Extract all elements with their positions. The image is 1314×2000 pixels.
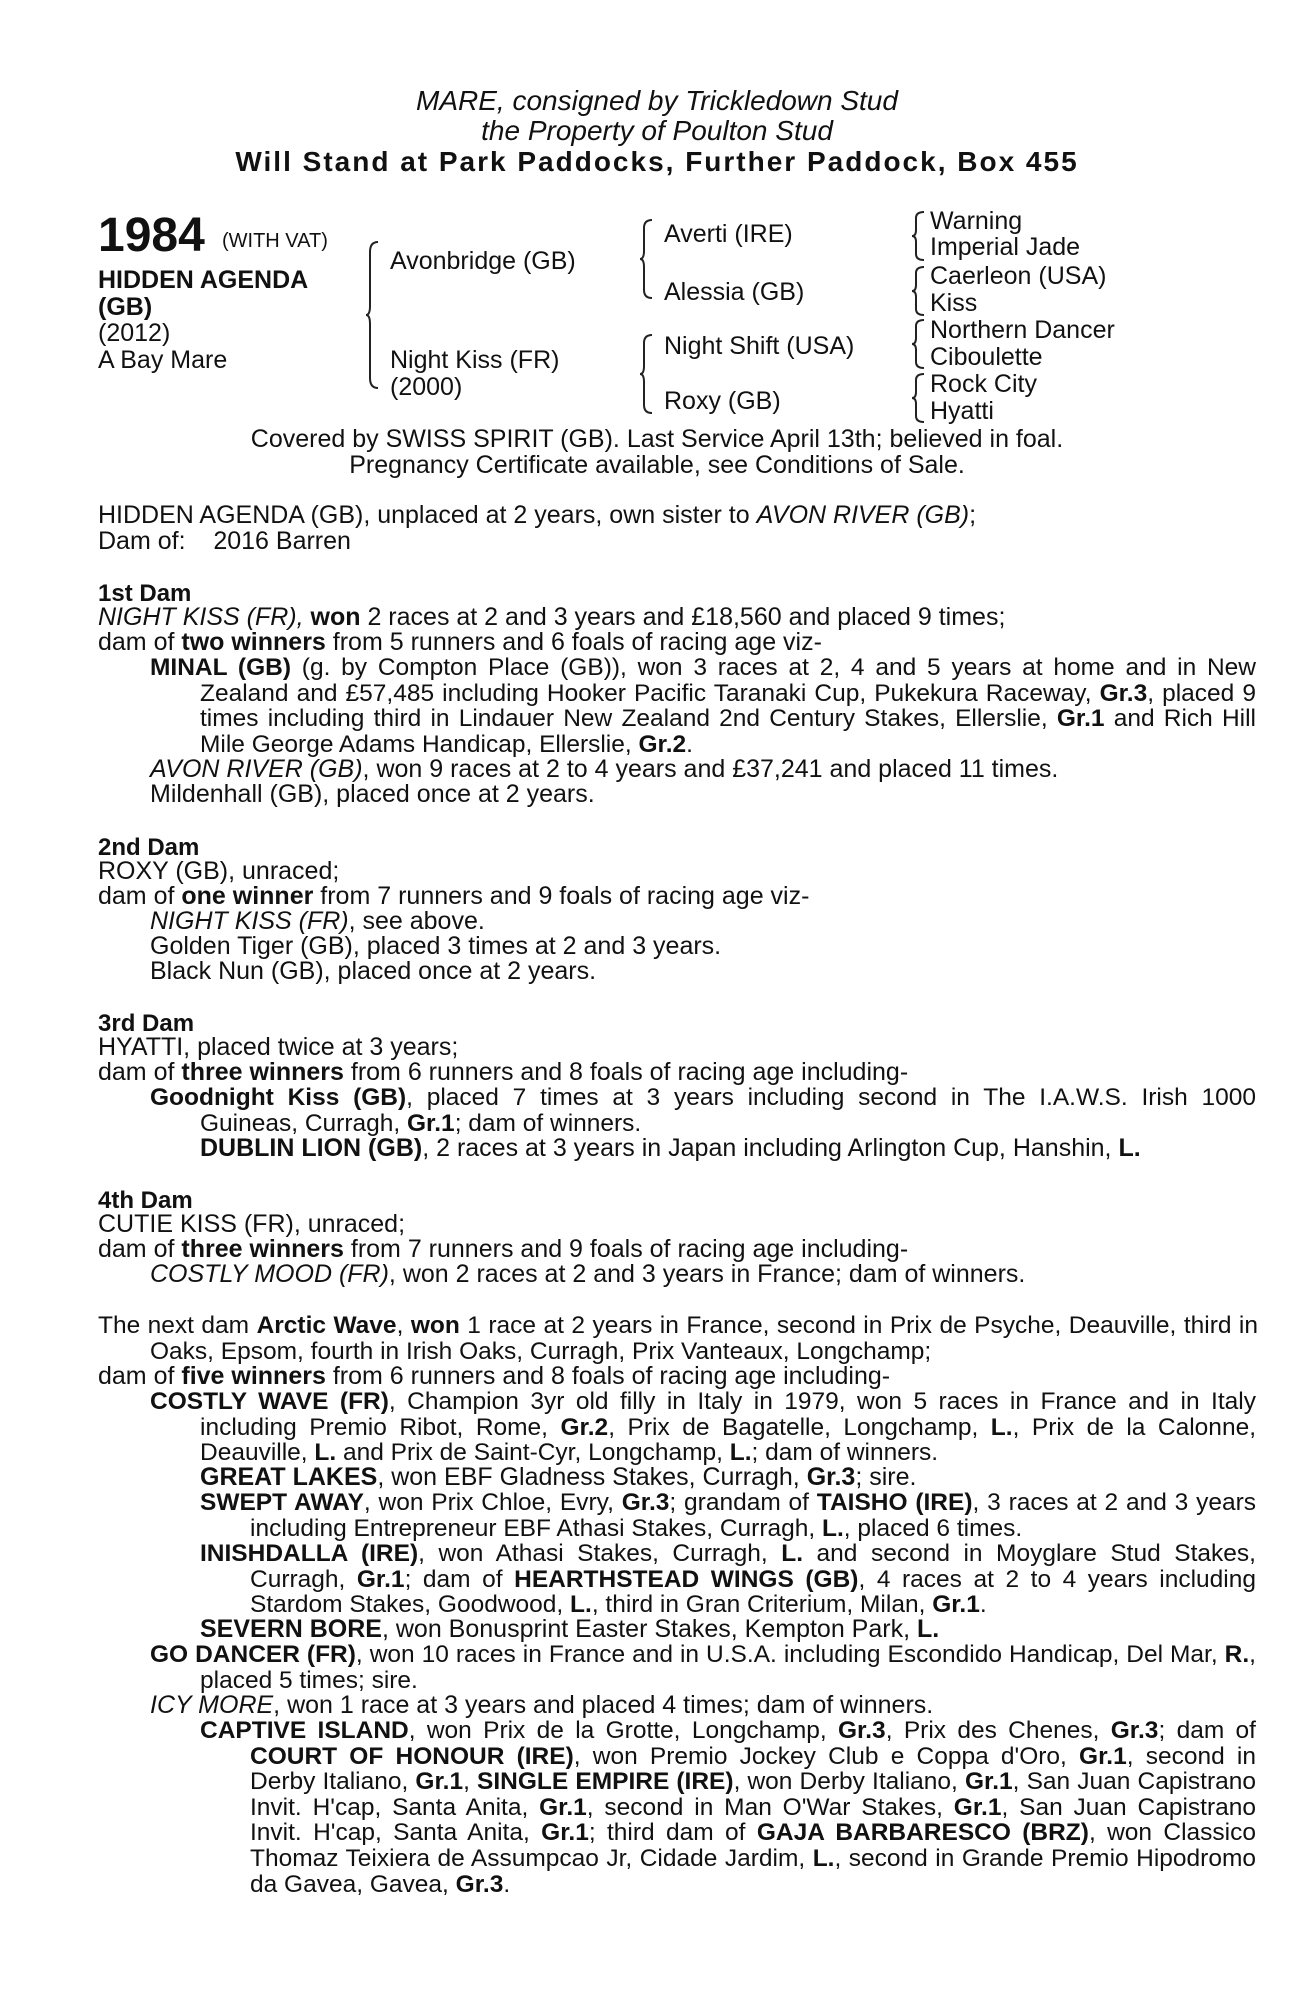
header-line-3: Will Stand at Park Paddocks, Further Paddock, Box 455 bbox=[235, 146, 1079, 177]
next-dam-line-2: dam of five winners from 6 runners and 8 foals of racing age including- bbox=[98, 1362, 891, 1390]
fourth-dam-line-1: CUTIE KISS (FR), unraced; bbox=[98, 1210, 406, 1238]
pedigree-g6: Ciboulette bbox=[930, 343, 1043, 371]
pedigree-dam-dam: Roxy (GB) bbox=[664, 387, 781, 415]
second-dam-line-1: ROXY (GB), unraced; bbox=[98, 857, 340, 885]
pedigree-g3: Caerleon (USA) bbox=[930, 262, 1107, 290]
header-line-2: the Property of Poulton Stud bbox=[481, 115, 833, 146]
costly-wave-entry: COSTLY WAVE (FR), Champion 3yr old filly in Italy in 1979, won 5 races in France and in Italy including Premio Ribot, Rome, Gr.2, Prix de Bagatelle, Longchamp, L., Prix de la Calonne, Deauville, L. and Prix de Saint-Cyr, Longchamp, L.; dam of winners. bbox=[150, 1388, 1256, 1467]
goodnight-kiss-entry: Goodnight Kiss (GB), placed 7 times at 3 years including second in The I.A.W.S. Irish 1000 Guineas, Curragh, Gr.1; dam of winners. bbox=[150, 1084, 1256, 1137]
second-dam-child-3: Black Nun (GB), placed once at 2 years. bbox=[150, 957, 597, 985]
lot-vat: (WITH VAT) bbox=[222, 230, 328, 252]
second-dam-line-2: dam of one winner from 7 runners and 9 foals of racing age viz- bbox=[98, 882, 810, 910]
covered-line-2: Pregnancy Certificate available, see Conditions of Sale. bbox=[349, 451, 965, 479]
second-dam-child-2: Golden Tiger (GB), placed 3 times at 2 and 3 years. bbox=[150, 932, 722, 960]
covered-line-1: Covered by SWISS SPIRIT (GB). Last Service April 13th; believed in foal. bbox=[250, 425, 1064, 453]
pedigree-brace-3 bbox=[640, 333, 654, 415]
pedigree-sire: Avonbridge (GB) bbox=[390, 247, 576, 275]
horse-year: (2012) bbox=[98, 319, 171, 347]
first-dam-line-1: NIGHT KISS (FR), won 2 races at 2 and 3 years and £18,560 and placed 9 times; bbox=[98, 603, 1006, 631]
lot-number: 1984 bbox=[98, 209, 205, 262]
pedigree-g8: Hyatti bbox=[930, 397, 994, 425]
great-lakes-entry: GREAT LAKES, won EBF Gladness Stakes, Curragh, Gr.3; sire. bbox=[200, 1463, 917, 1491]
pedigree-dam-sire: Night Shift (USA) bbox=[664, 332, 855, 360]
horse-description: A Bay Mare bbox=[98, 346, 228, 374]
fourth-dam-child-1: COSTLY MOOD (FR), won 2 races at 2 and 3 years in France; dam of winners. bbox=[150, 1260, 1026, 1288]
pedigree-sire-dam: Alessia (GB) bbox=[664, 278, 805, 306]
pedigree-brace-2 bbox=[640, 218, 654, 300]
third-dam-line-2: dam of three winners from 6 runners and 8 foals of racing age including- bbox=[98, 1058, 909, 1086]
intro-line: HIDDEN AGENDA (GB), unplaced at 2 years, own sister to AVON RIVER (GB); bbox=[98, 501, 977, 529]
second-dam-child-1: NIGHT KISS (FR), see above. bbox=[150, 907, 485, 935]
pedigree-brace-7 bbox=[912, 372, 926, 424]
pedigree-brace-6 bbox=[912, 318, 926, 370]
dam-of-line: Dam of: 2016 Barren bbox=[98, 527, 351, 555]
icy-more-entry: ICY MORE, won 1 race at 3 years and placed 4 times; dam of winners. bbox=[150, 1691, 934, 1719]
mildenhall-entry: Mildenhall (GB), placed once at 2 years. bbox=[150, 780, 595, 808]
third-dam-line-1: HYATTI, placed twice at 3 years; bbox=[98, 1033, 459, 1061]
go-dancer-entry: GO DANCER (FR), won 10 races in France and in U.S.A. including Escondido Handicap, Del Mar, R., placed 5 times; sire. bbox=[150, 1641, 1256, 1694]
horse-name-country: (GB) bbox=[98, 293, 153, 321]
dublin-lion-entry: DUBLIN LION (GB), 2 races at 3 years in Japan including Arlington Cup, Hanshin, L. bbox=[200, 1134, 1141, 1162]
header-line-1: MARE, consigned by Trickledown Stud bbox=[416, 85, 898, 116]
severn-bore-entry: SEVERN BORE, won Bonusprint Easter Stakes, Kempton Park, L. bbox=[200, 1615, 940, 1643]
pedigree-g5: Northern Dancer bbox=[930, 316, 1115, 344]
pedigree-g4: Kiss bbox=[930, 289, 978, 317]
pedigree-brace-4 bbox=[912, 210, 926, 262]
next-dam-intro: The next dam Arctic Wave, won 1 race at 2 years in France, second in Prix de Psyche, Deauville, third in Oaks, Epsom, fourth in Irish Oaks, Curragh, Prix Vanteaux, Longchamp; bbox=[98, 1312, 1259, 1365]
swept-away-entry: SWEPT AWAY, won Prix Chloe, Evry, Gr.3; grandam of TAISHO (IRE), 3 races at 2 and 3 years including Entrepreneur EBF Athasi Stakes, Curragh, L., placed 6 times. bbox=[200, 1489, 1256, 1542]
inishdalla-entry: INISHDALLA (IRE), won Athasi Stakes, Curragh, L. and second in Moyglare Stud Stakes, Curragh, Gr.1; dam of HEARTHSTEAD WINGS (GB), 4 races at 2 to 4 years including Stardom Stakes, Goodwood, L., third in Gran Criterium, Milan, Gr.1. bbox=[200, 1540, 1256, 1619]
second-dam-heading: 2nd Dam bbox=[98, 834, 200, 861]
third-dam-heading: 3rd Dam bbox=[98, 1010, 195, 1037]
first-dam-line-2: dam of two winners from 5 runners and 6 foals of racing age viz- bbox=[98, 628, 822, 656]
pedigree-sire-sire: Averti (IRE) bbox=[664, 220, 793, 248]
avon-river-entry: AVON RIVER (GB), won 9 races at 2 to 4 years and £37,241 and placed 11 times. bbox=[150, 755, 1059, 783]
fourth-dam-line-2: dam of three winners from 7 runners and 9 foals of racing age including- bbox=[98, 1235, 909, 1263]
pedigree-g2: Imperial Jade bbox=[930, 233, 1081, 261]
pedigree-g7: Rock City bbox=[930, 370, 1037, 398]
fourth-dam-heading: 4th Dam bbox=[98, 1187, 193, 1214]
horse-name: HIDDEN AGENDA bbox=[98, 266, 309, 294]
pedigree-brace-1 bbox=[366, 240, 380, 390]
minal-entry: MINAL (GB) (g. by Compton Place (GB)), won 3 races at 2, 4 and 5 years at home and in New Zealand and £57,485 including Hooker Pacific Taranaki Cup, Pukekura Raceway, Gr.3, placed 9 times including third in Lindauer New Zealand 2nd Century Stakes, Ellerslie, Gr.1 and Rich Hill Mile George Adams Handicap, Ellerslie, Gr.2. bbox=[150, 654, 1257, 758]
pedigree-brace-5 bbox=[912, 265, 926, 317]
pedigree-g1: Warning bbox=[930, 207, 1023, 235]
first-dam-heading: 1st Dam bbox=[98, 580, 192, 607]
pedigree-dam-year: (2000) bbox=[390, 373, 463, 401]
pedigree-dam: Night Kiss (FR) bbox=[390, 346, 560, 374]
captive-island-entry: CAPTIVE ISLAND, won Prix de la Grotte, Longchamp, Gr.3, Prix des Chenes, Gr.3; dam of COURT OF HONOUR (IRE), won Premio Jockey Club e Coppa d'Oro, Gr.1, second in Derby Italiano, Gr.1, SINGLE EMPIRE (IRE), won Derby Italiano, Gr.1, San Juan Capistrano Invit. H'cap, Santa Anita, Gr.1, second in Man O'War Stakes, Gr.1, San Juan Capistrano Invit. H'cap, Santa Anita, Gr.1; third dam of GAJA BARBARESCO (BRZ), won Classico Thomaz Teixiera de Assumpcao Jr, Cidade Jardim, L., second in Grande Premio Hipodromo da Gavea, Gavea, Gr.3. bbox=[200, 1717, 1256, 1898]
